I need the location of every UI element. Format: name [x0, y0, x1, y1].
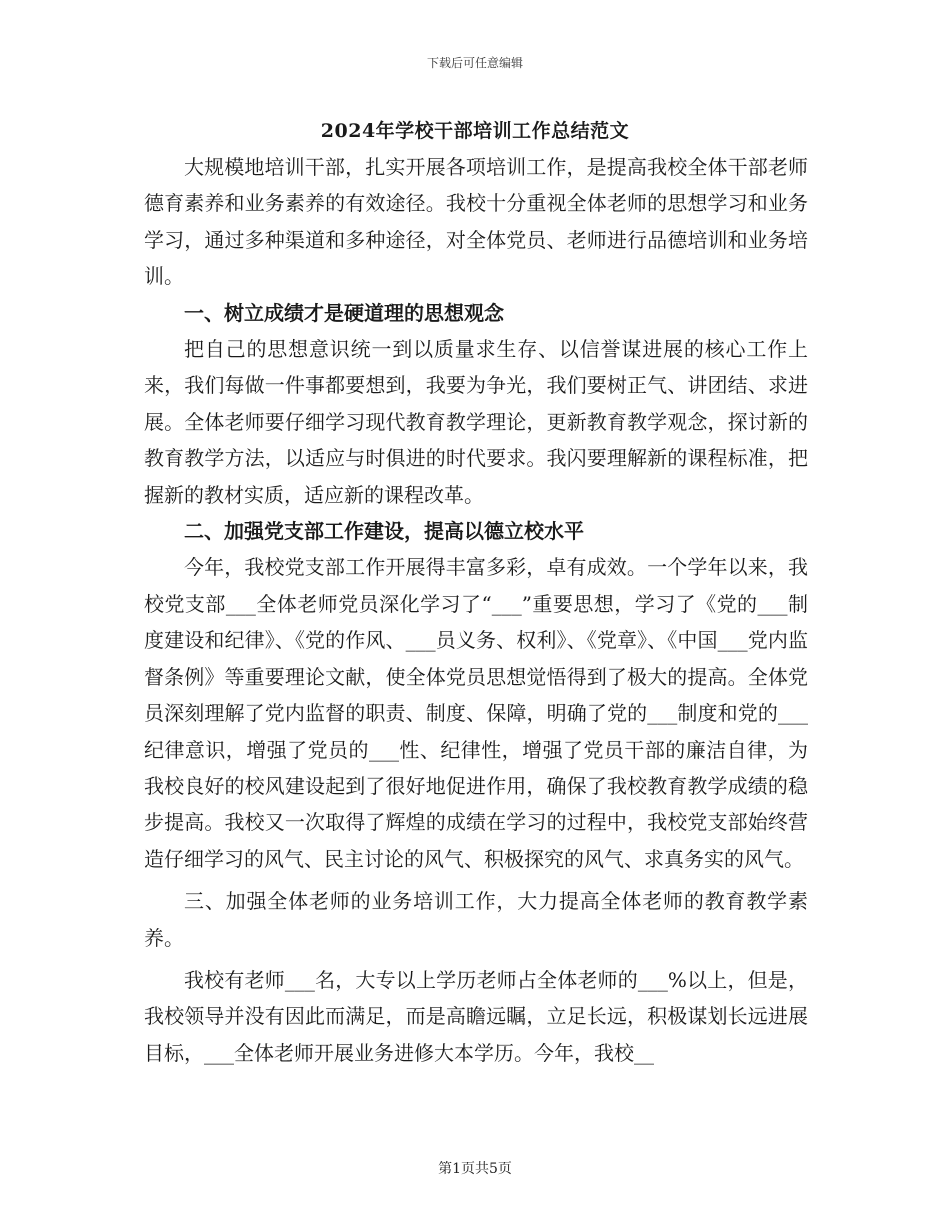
header-note: 下载后可任意编辑 — [426, 56, 523, 70]
section-2-paragraph: 今年，我校党支部工作开展得丰富多彩，卓有成效。一个学年以来，我校党支部___全体老师党员深化学习了“___”重要思想，学习了《党的___制度建设和纪律》、《党的作风、___员义务、权利》、《党章》、《中国___党内监督条例》等重要理论文献，使全体党员思想觉悟得到了极大的提高。全体党员深刻理解了党内监督的职责、制度、保障，明确了党的___制度和党的___纪律意识，增强了党员的___性、纪律性，增强了党员干部的廉洁自律，为我校良好的校风建设起到了很好地促进作用，确保了我校教育教学成绩的稳步提高。我校又一次取得了辉煌的成绩在学习的过程中，我校党支部始终营造仔细学习的风气、民主讨论的风气、积极探究的风气、求真务实的风气。 — [144, 555, 808, 871]
page-number-footer: 第1页共5页 — [438, 1161, 512, 1177]
document-title: 2024年学校干部培训工作总结范文 — [320, 120, 630, 142]
section-3-paragraph: 我校有老师___名，大专以上学历老师占全体老师的___%以上，但是，我校领导并没有因此而满足，而是高瞻远瞩，立足长远，积极谋划长远进展目标，___全体老师开展业务进修大本学历。今年，我校__ — [144, 967, 808, 1065]
intro-paragraph: 大规模地培训干部，扎实开展各项培训工作，是提高我校全体干部老师德育素养和业务素养的有效途径。我校十分重视全体老师的思想学习和业务学习，通过多种渠道和多种途径，对全体党员、老师进行品德培训和业务培训。 — [144, 155, 808, 289]
section-heading-2: 二、加强党支部工作建设，提高以德立校水平 — [184, 519, 584, 544]
section-heading-3: 三、加强全体老师的业务培训工作，大力提高全体老师的教育教学素养。 — [144, 889, 808, 950]
section-1-paragraph: 把自己的思想意识统一到以质量求生存、以信誉谋进展的核心工作上来，我们每做一件事都要想到，我要为争光，我们要树正气、讲团结、求进展。全体老师要仔细学习现代教育教学理论，更新教育教学观念，探讨新的教育教学方法，以适应与时俱进的时代要求。我闪要理解新的课程标准，把握新的教材实质，适应新的课程改革。 — [144, 337, 808, 507]
section-heading-1: 一、树立成绩才是硬道理的思想观念 — [184, 300, 504, 325]
document-body — [144, 149, 808, 1071]
